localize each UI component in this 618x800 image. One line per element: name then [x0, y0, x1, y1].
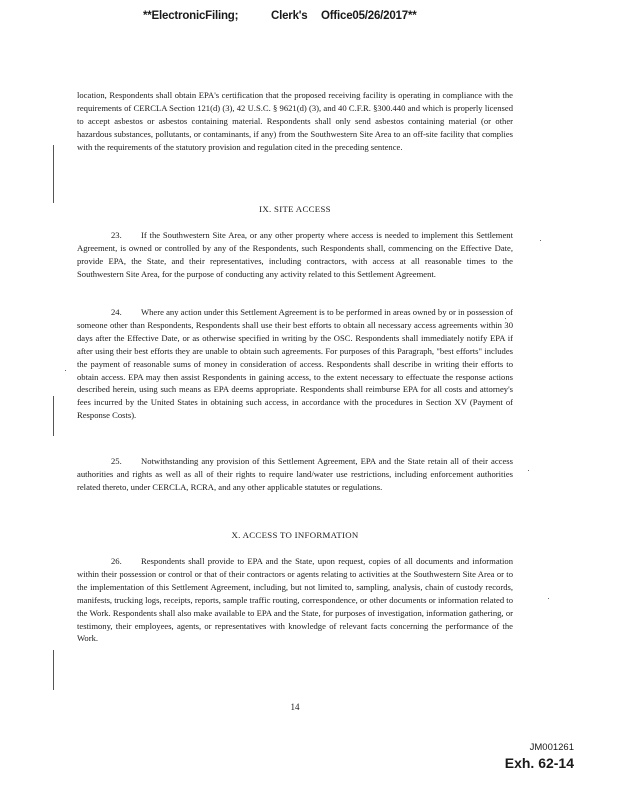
scan-speck	[528, 470, 529, 471]
paragraph-26	[77, 555, 513, 645]
scan-speck	[65, 370, 66, 371]
paragraph-number: 26.	[111, 556, 122, 566]
margin-bar	[53, 650, 54, 690]
scan-speck	[548, 598, 549, 599]
paragraph-text: Notwithstanding any provision of this Settlement Agreement, EPA and the State retain all of their access authorities and rights as well as all of their rights to require land/water use restrictions, including enforcement authorities related thereto, under CERCLA, RCRA, and any other applicable statutes or regulations.	[77, 456, 513, 492]
margin-bar	[53, 145, 54, 203]
scan-speck	[505, 318, 506, 319]
page-number: 14	[290, 702, 300, 712]
office-date-label: Office05/26/2017**	[321, 10, 417, 22]
paragraph-25	[77, 455, 513, 494]
paragraph-continuation: location, Respondents shall obtain EPA's certification that the proposed receiving facility is operating in compliance with the requirements of CERCLA Section 121(d) (3), 42 U.S.C. § 9621(d) (3), and 40 C.F.R. §300.440 and which is properly licensed to accept asbestos or asbestos containing material. Respondents shall only send asbestos containing material (or other hazardous substances, pollutants, or contaminants, if any) from the Southwestern Site Area to an off-site facility that complies with the requirements of the statutory provision and regulation cited in the preceding sentence.	[77, 90, 513, 152]
paragraph-text: Where any action under this Settlement Agreement is to be performed in areas owned by or in possession of someone other than Respondents, Respondents shall use their best efforts to obtain all necessary access agreements within 30 days after the Effective Date, or as otherwise specified in writing by the OSC. Respondents shall immediately notify EPA if after using their best efforts they are unable to obtain such agreements. For purposes of this Paragraph, "best efforts" includes the payment of reasonable sums of money in consideration of access. Respondents shall describe in writing their efforts to obtain access. EPA may then assist Respondents in gaining access, to the extent necessary to effectuate the response actions described herein, using such means as EPA deems appropriate. Respondents shall reimburse EPA for all costs and attorney's fees incurred by the United States in obtaining such access, in accordance with the procedures in Section XV (Payment of Response Costs).	[77, 307, 513, 421]
section-heading-site-access: IX. SITE ACCESS	[259, 204, 331, 214]
paragraph-number: 24.	[111, 307, 122, 317]
clerk-label: Clerk's	[271, 10, 308, 22]
paragraph-number: 23.	[111, 230, 122, 240]
scan-speck	[540, 240, 541, 241]
paragraph-text: Respondents shall provide to EPA and the State, upon request, copies of all documents and information within their possession or control or that of their contractors or agents relating to activities at the Southwestern Site Area or to the implementation of this Settlement Agreement, including, but not limited to, sampling, analysis, chain of custody records, manifests, trucking logs, receipts, reports, sample traffic routing, correspondence, or other documents or information related to the Work. Respondents shall also make available to EPA and the State, for purposes of investigation, information gathering, or testimony, their employees, agents, or representatives with knowledge of relevant facts concerning the performance of the Work.	[77, 556, 513, 644]
paragraph-text: If the Southwestern Site Area, or any other property where access is needed to implement this Settlement Agreement, is owned or controlled by any of the Respondents, such Respondents shall, commencing on the Effective Date, provide EPA, the State, and their representatives, including contractors, with access at all reasonable times to the Southwestern Site Area, for the purpose of conducting any activity related to this Settlement Agreement.	[77, 230, 513, 279]
paragraph-24	[77, 306, 513, 422]
electronic-filing-header	[143, 10, 417, 22]
paragraph-23	[77, 229, 513, 281]
filing-label: **ElectronicFiling;	[143, 10, 239, 22]
exhibit-label: Exh. 62-14	[504, 755, 574, 771]
section-heading-access-to-information: X. ACCESS TO INFORMATION	[231, 530, 359, 540]
paragraph-number: 25.	[111, 456, 122, 466]
bates-number: JM001261	[529, 742, 574, 753]
margin-bar	[53, 396, 54, 436]
